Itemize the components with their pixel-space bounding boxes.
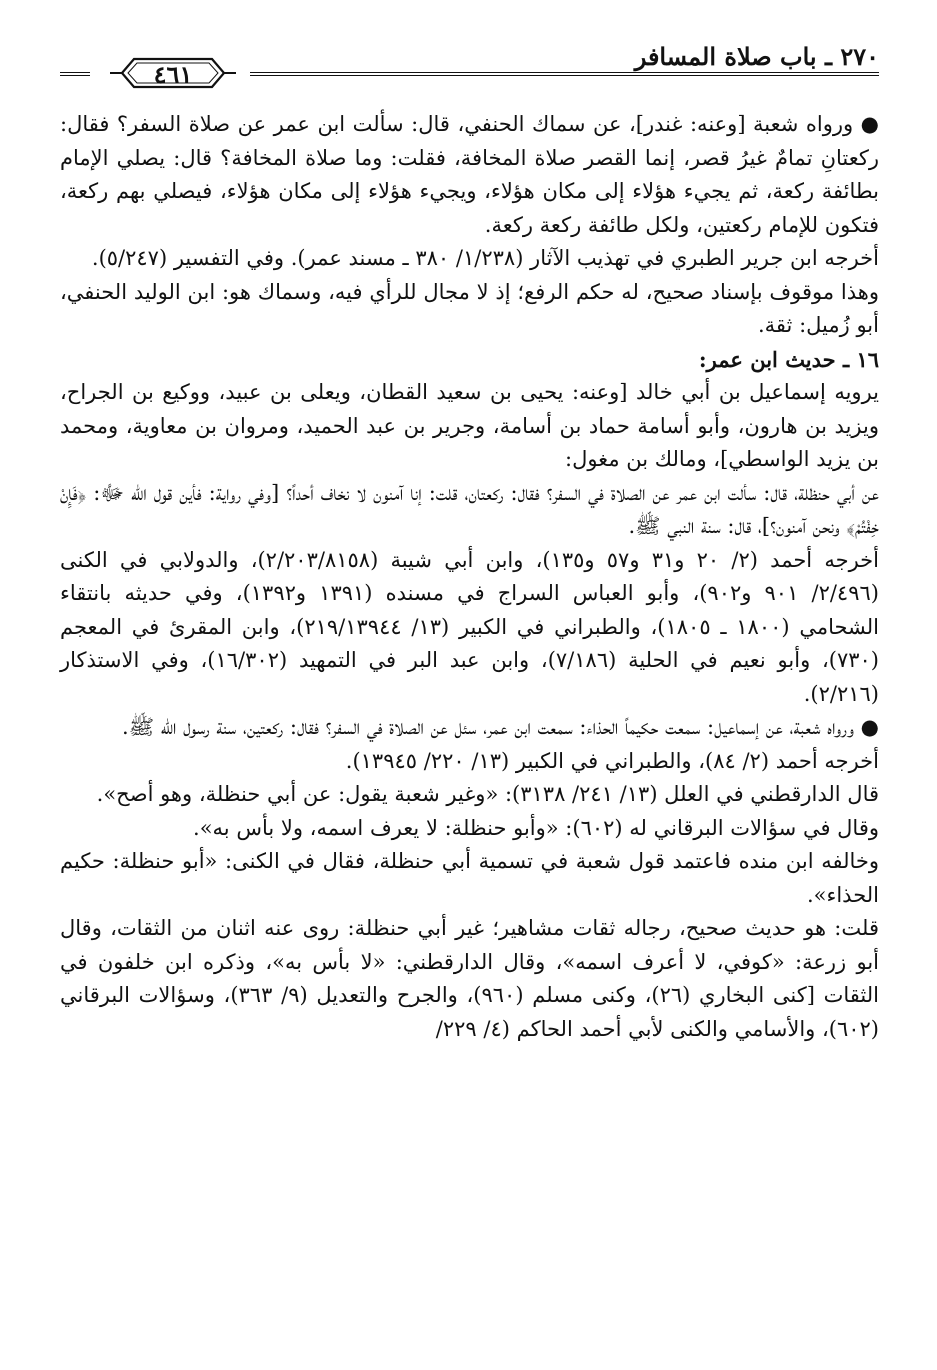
page-header (60, 36, 879, 96)
paragraph: وهذا موقوف بإسناد صحيح، له حكم الرفع؛ إذ لا مجال للرأي فيه، وسماك هو: ابن الوليد الحنفي، أبو زُميل: ثقة. (60, 279, 879, 337)
paragraph: عن أبي حنظلة، قال: سألت ابن عمر عن الصلاة في السفر؟ فقال: ركعتان، قلت: إنا آمنون لا نخاف أحداً؟ [وفي رواية: فأين قول الله ﷻ: ﴿فَإِنْ خِفْتُمْ﴾ ونحن آمنون؟]، قال: سنة النبي ﷺ. (60, 480, 879, 538)
page-number: ٤٦١ (153, 60, 193, 89)
paragraph: وخالفه ابن منده فاعتمد قول شعبة في تسمية أبي حنظلة، فقال في الكنى: «أبو حنظلة: حكيم الحذاء». (60, 849, 879, 907)
paragraph: أخرجه ابن جرير الطبري في تهذيب الآثار (١/٢٣٨/ ٣٨٠ ـ مسند عمر). وفي التفسير (٥/٢٤٧). (91, 246, 879, 270)
paragraph: وقال في سؤالات البرقاني له (٦٠٢): «وأبو حنظلة: لا يعرف اسمه، ولا بأس به». (193, 815, 879, 840)
paragraph: يرويه إسماعيل بن أبي خالد [وعنه: يحيى بن سعيد القطان، ويعلى بن عبيد، ووكيع بن الجراح، ويزيد بن هارون، وأبو أسامة حماد بن أسامة، وجرير بن عبد الحميد، ومروان بن معاوية، ومحمد بن يزيد الواسطي]، ومالك بن مغول: (60, 380, 880, 471)
page-number-frame (108, 54, 238, 92)
paragraph: قلت: هو حديث صحيح، رجاله ثقات مشاهير؛ غير أبي حنظلة: روى عنه اثنان من الثقات، وقال أبو زرعة: «كوفي، لا أعرف اسمه»، وقال الدارقطني: «لا بأس به»، وذكره ابن خلفون في الثقات [كنى البخاري (٢٦)، وكنى مسلم (٩٦٠)، والجرح والتعديل (٩/ ٣٦٣)، وسؤالات البرقاني (٦٠٢)، والأسامي والكنى لأبي أحمد الحاكم (٤/ ٢٢٩/ (60, 916, 879, 1041)
paragraph: أخرجه أحمد (٢/ ٢٠ و٣١ و٥٧ و١٣٥)، وابن أبي شيبة (٢/٢٠٣/٨١٥٨)، والدولابي في الكنى (٢/٤٩٦/ ٩٠١ و٩٠٢)، وأبو العباس السراج في مسنده (١٣٩١ و١٣٩٢)، وفي حديثه بانتقاء الشحامي (١٨٠٠ ـ ١٨٠٥)، والطبراني في الكبير (١٣/ ٢١٩/١٣٩٤٤)، وابن المقرئ في المعجم (٧٣٠)، وأبو نعيم في الحلية (٧/١٨٦)، وابن عبد البر في التمهيد (١٦/٣٠٢)، وفي الاستذكار (٢/٢١٦). (60, 547, 879, 706)
header-rule-right (250, 72, 879, 76)
paragraph: ● ورواه شعبة، عن إسماعيل: سمعت حكيماً الحذاء: سمعت ابن عمر، سئل عن الصلاة في السفر؟ فقال: ركعتين، سنة رسول الله ﷺ. (122, 715, 879, 739)
section-heading: ١٦ ـ حديث ابن عمر: (698, 346, 879, 372)
chapter-title: ٢٧٠ ـ باب صلاة المسافر (634, 42, 879, 71)
paragraph: قال الدارقطني في العلل (١٣/ ٢٤١/ ٣١٣٨): «وغير شعبة يقول: عن أبي حنظلة، وهو أصح». (96, 782, 879, 806)
paragraph: أخرجه أحمد (٢/ ٨٤)، والطبراني في الكبير (١٣/ ٢٢٠/ ١٣٩٤٥). (345, 748, 879, 773)
paragraph: ● ورواه شعبة [وعنه: غندر]، عن سماك الحنفي، قال: سألت ابن عمر عن صلاة السفر؟ فقال: ركعتانِ تمامٌ غيرُ قصر، إنما القصر صلاة المخافة، فقلت: وما صلاة المخافة؟ قال: يصلي الإمام بطائفة ركعة، ثم يجيء هؤلاء إلى مكان هؤلاء، ويجيء هؤلاء إلى مكان هؤلاء، فيصلي بهم ركعة، فتكون للإمام ركعتين، ولكل طائفة ركعة ركعة. (60, 112, 879, 237)
page-body (60, 108, 879, 1046)
header-rule-left (60, 72, 90, 76)
